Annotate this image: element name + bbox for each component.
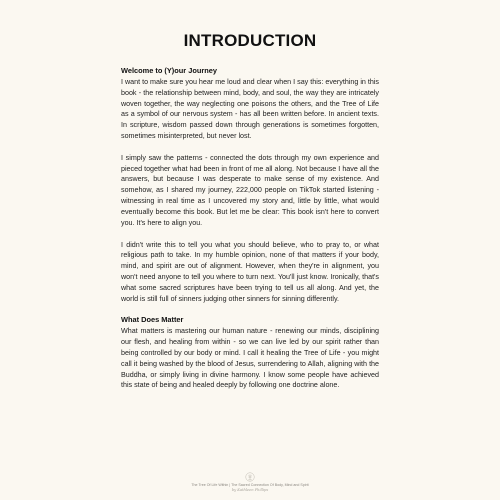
page-footer (0, 472, 500, 493)
footer-signature: by Kathleen Phillips (231, 488, 269, 492)
section-heading-what-does-matter: What Does Matter (121, 315, 184, 325)
section-heading-welcome: Welcome to (Y)our Journey (121, 66, 217, 75)
footer-text: The Tree Of Life Within | The Sacred Connection Of Body, Mind and Spirit (191, 483, 309, 487)
paragraph-1: I want to make sure you hear me loud and clear when I say this: everything in this book - the relationship between mind, body, and soul, the way they are intricately woven together, the way neglecting one poisons the others, and the Tree of Life as a symbol of our nervous system - has all been written before. In ancient texts. In scripture, wisdom passed down through generations is sometimes forgotten, sometimes misinterpreted, but never lost. (121, 77, 379, 141)
main-content (121, 66, 379, 391)
paragraph-4: What matters is mastering our human nature - renewing our minds, disciplining our flesh, and healing from within - so we can live led by our spirit rather than being controlled by our body or mind. I call it healing the Tree of Life - you might call it being washed by the blood of Jesus, surrendering to Allah, aligning with the Buddha, or simply living in divine harmony. I know some people have achieved this state of being and healed deeply by following one doctrine alone. (121, 327, 379, 390)
paragraph-2: I simply saw the patterns - connected the dots through my own experience and pieced together what had been in front of me all along. Not because I have all the answers, but because I was desperate to make sense of my existence. And somehow, as I shared my journey, 222,000 people on TikTok started listening - witnessing in real time as I uncovered my story and, little by little, what would eventually become this book. But let me be clear: This book isn't here to convert you. It's here to align you. (121, 153, 379, 227)
page-title: INTRODUCTION (183, 31, 317, 50)
tree-of-life-icon (245, 472, 255, 482)
paragraph-3: I didn't write this to tell you what you should believe, who to pray to, or what religious path to take. In my humble opinion, none of that matters if your body, mind, and spirit are out of alignment. However, when they're in alignment, you won't need anyone to tell you where to turn next. You'll just know. Ironically, that's what some sacred scriptures have been trying to tell us all along. And yet, the world is still full of sinners judging other sinners for sinning differently. (121, 240, 379, 303)
